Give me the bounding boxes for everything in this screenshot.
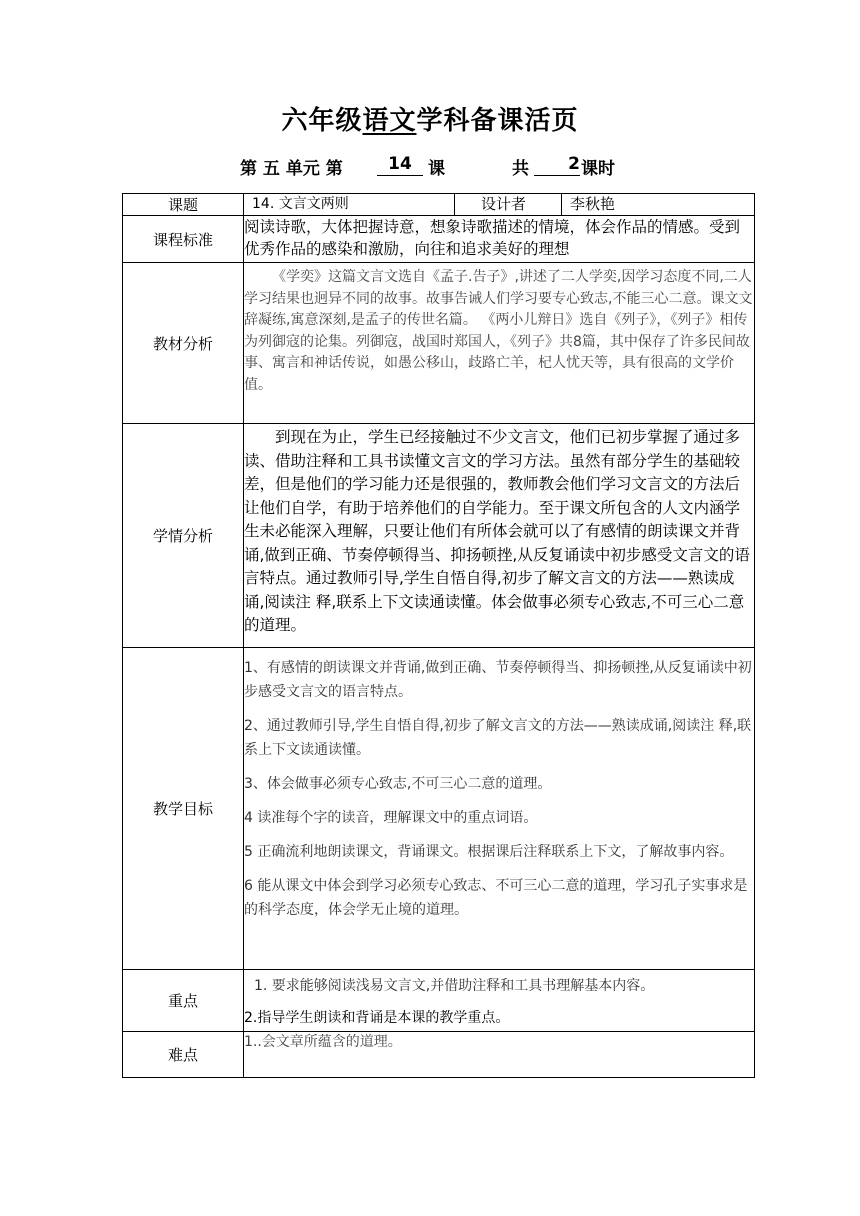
row-difficulty (123, 1032, 755, 1078)
row-keypoints (123, 970, 755, 1032)
label-keypoints: 重点 (123, 970, 244, 1032)
label-standard: 课程标准 (123, 216, 244, 263)
title-rest: 学科备课活页 (416, 106, 579, 136)
total-suffix: 课时 (581, 159, 615, 179)
keypoints-cell (244, 970, 755, 1032)
label-designer: 设计者 (455, 194, 562, 216)
designer-value: 李秋艳 (562, 194, 755, 216)
lesson-plan-table (122, 193, 755, 1078)
students-text: 到现在为止，学生已经接触过不少文言文，他们已初步掌握了通过多读、借助注释和工具书读懂文言文的学习方法。虽然有部分学生的基础较差，但是他们的学习能力还是很强的，教师教会他们学习文言文的方法后让他们自学，有助于培养他们的自学能力。至于课文所包含的人文内涵学生未必能深入理解，只要让他们有所体会就可以了有感情的朗读课文并背诵,做到正确、节奏停顿得当、抑扬顿挫,从反复诵读中初步感受文言文的语言特点。通过教师引导,学生自悟自得,初步了解文言文的方法——熟读成诵,阅读注 释,联系上下文读通读懂。体会做事必须专心致志,不可三心二意的道理。 (244, 424, 755, 648)
objectives-list (244, 648, 755, 970)
label-material: 教材分析 (123, 263, 244, 424)
unit-prefix: 第 五 单元 第 (240, 159, 343, 179)
row-objectives (123, 648, 755, 970)
topic-value: 14. 文言文两则 (244, 194, 455, 216)
row-standard (123, 216, 755, 263)
total-number: 2 (534, 154, 580, 176)
page-title (0, 100, 860, 137)
keypoint-item: 1. 要求能够阅读浅易文言文,并借助注释和工具书理解基本内容。 (254, 978, 655, 994)
row-topic (123, 194, 755, 216)
standard-text: 阅读诗歌，大体把握诗意，想象诗歌描述的情境，体会作品的情感。受到优秀作品的感染和激励，向往和追求美好的理想 (244, 216, 755, 263)
objective-item: 6 能从课文中体会到学习必须专心致志、不可三心二意的道理，学习孔子实事求是的科学态度，体会学无止境的道理。 (244, 878, 748, 918)
row-students (123, 424, 755, 648)
label-objectives: 教学目标 (123, 648, 244, 970)
objective-item: 1、有感情的朗读课文并背诵,做到正确、节奏停顿得当、抑扬顿挫,从反复诵读中初步感受文言文的语言特点。 (244, 660, 752, 700)
objective-item: 4 读准每个字的读音，理解课文中的重点词语。 (244, 810, 538, 826)
label-topic: 课题 (123, 194, 244, 216)
objective-item: 2、通过教师引导,学生自悟自得,初步了解文言文的方法——熟读成诵,阅读注 释,联系上下文读通读懂。 (244, 718, 752, 758)
keypoint-item: 2.指导学生朗读和背诵是本课的教学重点。 (244, 1010, 510, 1026)
title-subject: 语文 (362, 106, 417, 136)
row-material (123, 263, 755, 424)
difficulty-text: 1..会文章所蕴含的道理。 (244, 1032, 755, 1078)
title-grade: 六年级 (281, 106, 363, 136)
label-students: 学情分析 (123, 424, 244, 648)
total-prefix: 共 (512, 159, 529, 179)
lesson-suffix: 课 (428, 159, 445, 179)
objective-item: 3、体会做事必须专心致志,不可三心二意的道理。 (244, 776, 552, 792)
material-text: 《学奕》这篇文言文选自《孟子.告子》,讲述了二人学奕,因学习态度不同,二人学习结果也迥异不同的故事。故事告诫人们学习要专心致志,不能三心二意。课文文辞凝练,寓意深刻,是孟子的传世名篇。 《两小儿辩日》选自《列子》，《列子》相传为列御寇的论集。列御寇，战国时郑国人，《列子》共8篇，其中保存了许多民间故事、寓言和神话传说，如愚公移山，歧路亡羊，杞人忧天等，具有很高的文学价值。 (244, 263, 755, 424)
objective-item: 5 正确流利地朗读课文，背诵课文。根据课后注释联系上下文，了解故事内容。 (244, 844, 734, 860)
lesson-number: 14 (377, 154, 423, 176)
label-difficulty: 难点 (123, 1032, 244, 1078)
